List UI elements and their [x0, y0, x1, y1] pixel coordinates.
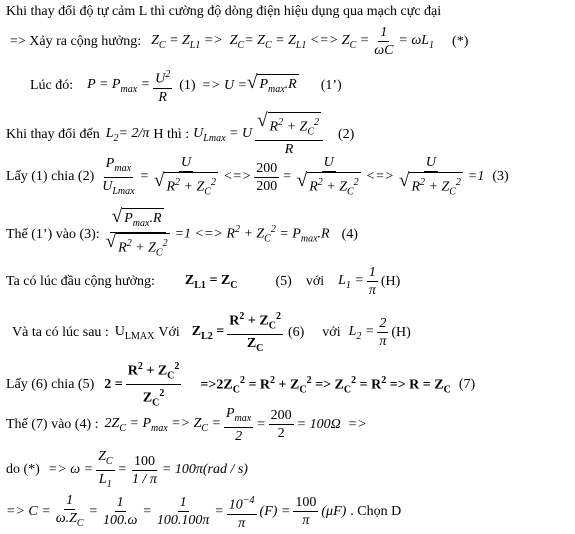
fraction: $\frac{Z_C}{L_1}$: [98, 449, 113, 490]
line-9: Lấy (6) chia (5) 2 = $\frac{R^2 + Z_C^2}{Z_C^2}$ $=>2Z_C^2 = R^2 + Z_C^2 => Z_C^2 = R^2 => R = Z_C$ (7): [6, 358, 475, 412]
fraction: $\frac{200}{200}$: [256, 160, 278, 194]
line-10: Thế (7) vào (4) : $2Z_C = P_{max} => Z_C$ = $\frac{P_{max}}{2}$ = $\frac{200}{2}$ = 100Ω =>: [6, 406, 367, 444]
fraction: $\frac{200}{2}$: [270, 408, 292, 442]
fraction: $\frac{1}{100.\omega}$: [102, 495, 138, 529]
line-12: => C = $\frac{1}{\omega.Z_C}$ = $\frac{1}{100.\omega}$ = $\frac{1}{100.100\pi}$ = $\frac{10^{-4}}{\pi}$ (F) = $\frac{100}{\pi}$ (μF) . Chọn D: [6, 493, 402, 531]
fraction: $\frac{R^2 + Z_C^2}{Z_C}$: [227, 308, 283, 357]
fraction: U √ $R^2 + Z_C^2$: [295, 154, 363, 200]
fraction: $\frac{1}{\omega C}$: [374, 25, 394, 58]
fraction: $\frac{100}{\pi}$: [295, 495, 317, 529]
line-11: do (*) => ω = $\frac{Z_C}{L_1}$ = $\frac{100}{1 / \pi}$ = 100π(rad / s): [6, 448, 248, 493]
line-2: => Xảy ra cộng hưởng: $Z_C = Z_{L1} => Z_C= Z_C = Z_{L1}$ <=> $Z_C$ = $\frac{1}{\omega C}$ = $\omega L_1$ (*): [10, 25, 469, 58]
line-4: Khi thay đổi đến $L_2= 2/\pi$ H thì : $U_{Lmax} = U$ √ $R^2 + Z_C^2$ R (2): [6, 110, 355, 158]
line-3: Lúc đó: $P = P_{max}$ = $\frac{U^2}{R}$ (1) => U = √ $P_{max}.R$ (1’): [30, 66, 342, 106]
line-7: Ta có lúc đầu cộng hưởng: $Z_{L1} = Z_C$ (5) với $L_1$ = $\frac{1}{\pi}$ (H): [6, 265, 401, 298]
line-6: Thế (1’) vào (3): √ $P_{max}.R$ √ $R^2 + Z_C^2$ =1 <=> $R^2 + Z_C^2 = P_{max}.R$ (4): [6, 208, 358, 261]
fraction: $\frac{1}{100.100\pi}$: [156, 495, 210, 529]
line-8: Và ta có lúc sau : $U_{LMAX}$ Với $Z_{L2}$ = $\frac{R^2 + Z_C^2}{Z_C}$ (6) với $L_2$ = $\frac{2}{\pi}$ (H): [12, 308, 411, 357]
fraction: U √ $R^2 + Z_C^2$: [152, 154, 220, 200]
fraction: $\frac{U^2}{R}$: [153, 66, 172, 106]
answer: . Chọn D: [350, 503, 402, 519]
line-1: [6, 4, 441, 20]
fraction: $\frac{1}{\omega.Z_C}$: [55, 493, 84, 529]
star-mark: (*): [452, 33, 469, 49]
fraction: $\frac{100}{1 / \pi}$: [131, 453, 157, 487]
fraction: $\frac{P_{max}}{U_{Lmax}}$: [102, 155, 135, 197]
fraction: $\frac{2}{\pi}$: [379, 316, 387, 350]
fraction: U √ $R^2 + Z_C^2$: [397, 154, 465, 200]
resonance-label: => Xảy ra cộng hưởng:: [10, 33, 142, 49]
line-5: Lấy (1) chia (2) $\frac{P_{max}}{U_{Lmax}}$ = U √ $R^2 + Z_C^2$ <=> $\frac{200}{200}$ = U √ $R^2 + Z_C^2$ <=> U √ $R^2 + Z_C^2$ =1 (3): [6, 154, 509, 200]
fraction: $\frac{P_{max}}{2}$: [225, 406, 252, 444]
fraction: √ $R^2 + Z_C^2$ R: [255, 112, 323, 158]
fraction: √ $P_{max}.R$ √ $R^2 + Z_C^2$: [104, 208, 172, 261]
resonance-eq: $Z_C = Z_{L1} => Z_C= Z_C = Z_{L1}$ <=> $Z_C$ =: [151, 32, 370, 51]
fraction: $\frac{R^2 + Z_C^2}{Z_C^2}$: [126, 358, 182, 412]
fraction: $\frac{1}{\pi}$: [368, 265, 376, 298]
sqrt: √ $P_{max}.R$: [247, 74, 299, 98]
fraction: $\frac{10^{-4}}{\pi}$: [227, 492, 257, 532]
intro-text: Khi thay đổi độ tự cảm L thì cường độ dòng điện hiệu dụng qua mạch cực đại: [6, 4, 442, 19]
